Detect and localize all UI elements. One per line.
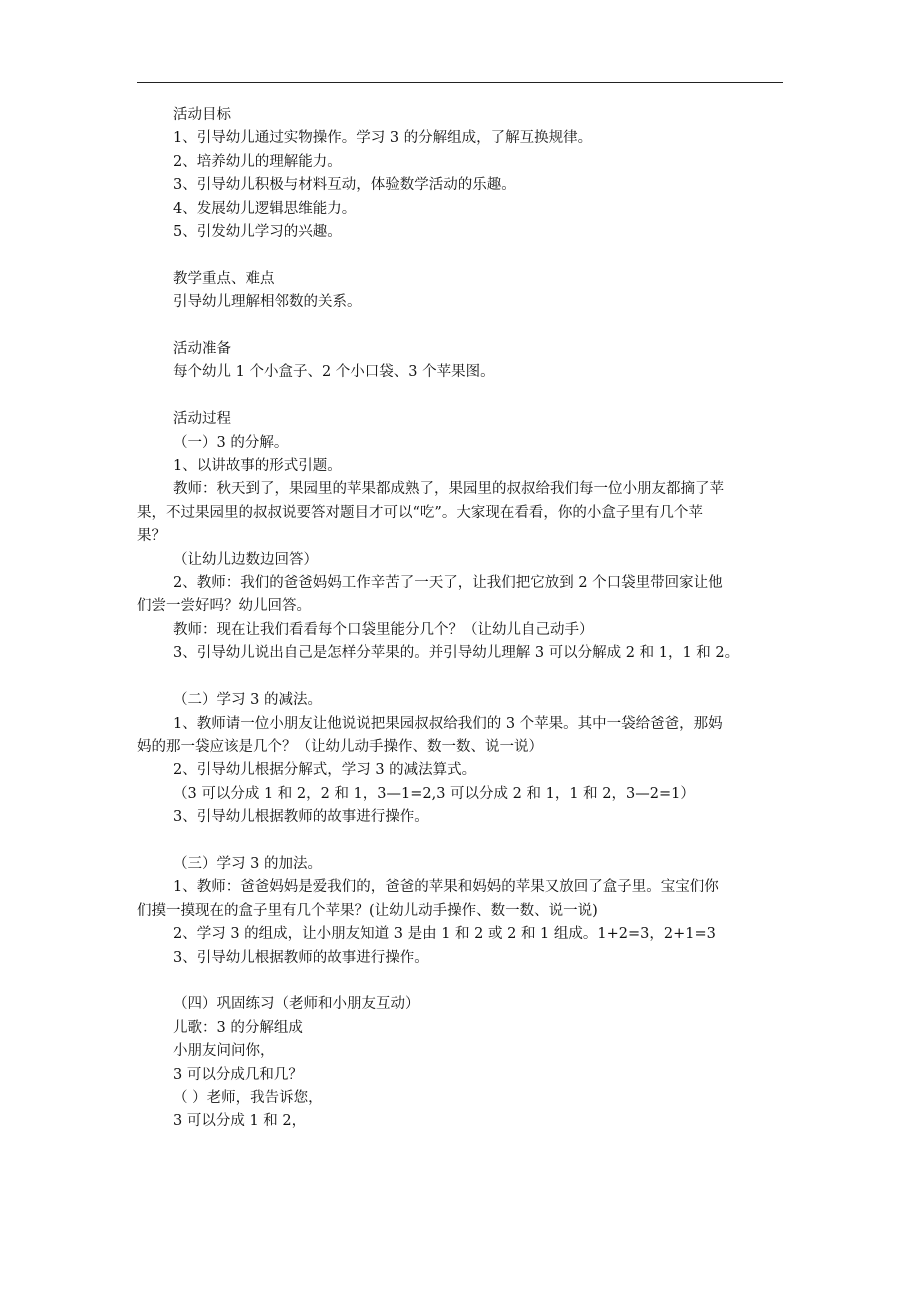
- song-line: 3 可以分成几和几？: [173, 1066, 303, 1083]
- paragraph-line: 1、教师：爸爸妈妈是爱我们的，爸爸的苹果和妈妈的苹果又放回了盒子里。宝宝们你: [173, 879, 719, 896]
- paragraph-line: 们尝一尝好吗？幼儿回答。: [137, 598, 311, 615]
- goal-item: 3、引导幼儿积极与材料互动，体验数学活动的乐趣。: [173, 177, 516, 194]
- section-heading: 活动目标: [173, 107, 231, 123]
- subsection-title: （一）3 的分解。: [173, 434, 289, 451]
- paragraph-line: （让幼儿边数边回答）: [173, 551, 318, 568]
- goal-item: 2、培养幼儿的理解能力。: [173, 153, 342, 170]
- song-line: 小朋友问问你，: [173, 1043, 275, 1060]
- paragraph-line: 2、引导幼儿根据分解式，学习 3 的减法算式。: [173, 762, 477, 779]
- section-goals: [173, 104, 785, 244]
- document-body: [137, 104, 785, 1134]
- paragraph: 每个幼儿 1 个小盒子、2 个小口袋、3 个苹果图。: [173, 364, 495, 381]
- section-prep: [173, 338, 785, 385]
- paragraph-line: 教师：现在让我们看看每个口袋里能分几个？（让幼儿自己动手）: [173, 621, 594, 638]
- paragraph-line: 妈的那一袋应该是几个？（让幼儿动手操作、数一数、说一说）: [137, 738, 543, 755]
- section-heading: 活动准备: [173, 341, 231, 358]
- section-focus: [173, 268, 785, 315]
- subsection-title: （三）学习 3 的加法。: [173, 855, 322, 872]
- header-rule: [137, 82, 783, 83]
- paragraph-line: 们摸一摸现在的盒子里有几个苹果？(让幼儿动手操作、数一数、说一说): [137, 902, 598, 919]
- paragraph-line: 1、教师请一位小朋友让他说说把果园叔叔给我们的 3 个苹果。其中一袋给爸爸，那妈: [173, 715, 723, 732]
- paragraph-line: 3、引导幼儿说出自己是怎样分苹果的。并引导幼儿理解 3 可以分解成 2 和 1，1 和 2。: [173, 645, 740, 662]
- paragraph-line: （3 可以分成 1 和 2，2 和 1，3—1=2,3 可以分成 2 和 1，1 和 2，3—2=1）: [173, 785, 695, 802]
- paragraph: 引导幼儿理解相邻数的关系。: [173, 294, 362, 311]
- goal-item: 1、引导幼儿通过实物操作。学习 3 的分解组成，了解互换规律。: [173, 130, 593, 147]
- goal-item: 4、发展幼儿逻辑思维能力。: [173, 200, 357, 217]
- subsection-title: （二）学习 3 的减法。: [173, 692, 322, 709]
- paragraph-line: 1、以讲故事的形式引题。: [173, 458, 342, 475]
- section-heading: 教学重点、难点: [173, 270, 275, 287]
- song-title: 儿歌：3 的分解组成: [173, 1019, 303, 1036]
- paragraph-line: 教师：秋天到了，果园里的苹果都成熟了，果园里的叔叔给我们每一位小朋友都摘了苹: [173, 481, 724, 498]
- paragraph-line: 3、引导幼儿根据教师的故事进行操作。: [173, 949, 429, 966]
- goal-item: 5、引发幼儿学习的兴趣。: [173, 224, 342, 241]
- paragraph-line: 果？: [137, 528, 166, 545]
- paragraph-line: 2、学习 3 的组成，让小朋友知道 3 是由 1 和 2 或 2 和 1 组成。1+2=3，2+1=3: [173, 926, 716, 943]
- paragraph-line: 2、教师：我们的爸爸妈妈工作辛苦了一天了，让我们把它放到 2 个口袋里带回家让他: [173, 575, 723, 592]
- song-line: （ ）老师，我告诉您，: [173, 1089, 323, 1106]
- paragraph-line: 3、引导幼儿根据教师的故事进行操作。: [173, 809, 429, 826]
- section-heading: 活动过程: [173, 411, 231, 428]
- section-process: [137, 408, 785, 1134]
- song-line: 3 可以分成 1 和 2，: [173, 1113, 307, 1130]
- subsection-title: （四）巩固练习（老师和小朋友互动）: [173, 996, 420, 1013]
- paragraph-line: 果，不过果园里的叔叔说要答对题目才可以“吃”。大家现在看看，你的小盒子里有几个苹: [137, 504, 703, 521]
